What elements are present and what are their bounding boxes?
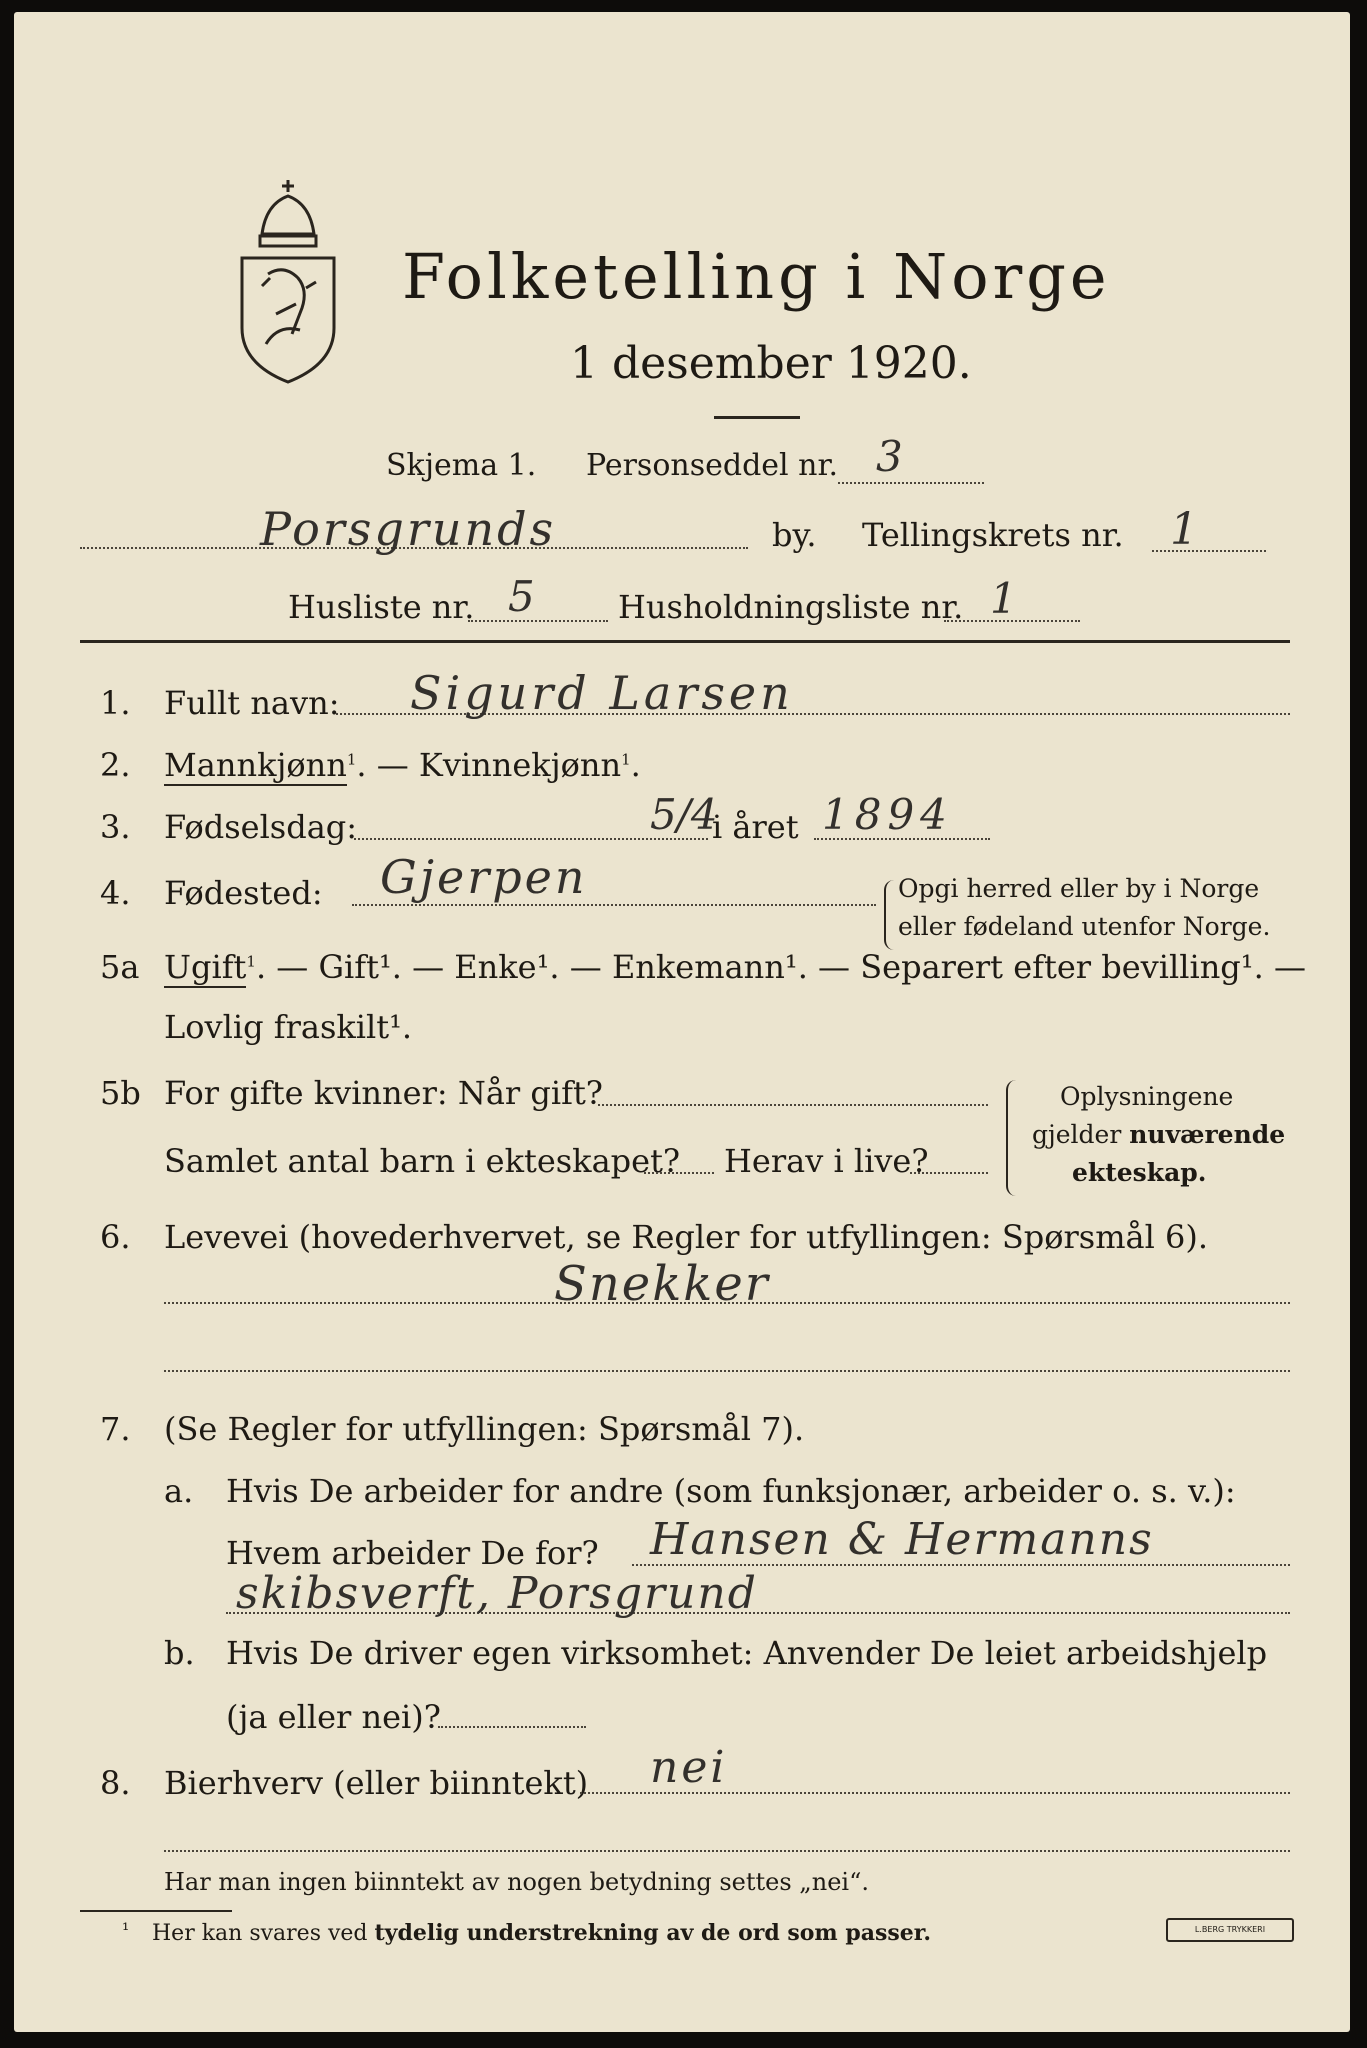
tellingskrets-number-field[interactable]: 1 — [1170, 504, 1198, 555]
footnote-divider — [80, 1910, 232, 1912]
birthplace-field[interactable]: Gjerpen — [380, 850, 588, 904]
full-name-field[interactable]: Sigurd Larsen — [410, 666, 794, 720]
marriage-note-line3: ekteskap. — [1072, 1158, 1207, 1187]
printer-stamp: L.BERG TRYKKERI — [1166, 1918, 1294, 1942]
birth-day-field[interactable]: 5/4 — [650, 790, 718, 839]
tellingskrets-label: Tellingskrets nr. — [862, 516, 1124, 554]
by-label: by. — [772, 516, 817, 554]
occupation-line2-field[interactable] — [164, 1370, 1290, 1372]
q7-number: 7. — [100, 1410, 131, 1448]
female-option[interactable]: Kvinnekjønn — [418, 746, 622, 784]
children-alive-field[interactable] — [910, 1172, 988, 1174]
marriage-note-line1: Oplysningene — [1060, 1082, 1234, 1111]
marital-status-options[interactable]: Ugift$^1$. — Gift¹. — Enke¹. — Enkemann¹. — Separert efter bevilling¹. — — [164, 948, 1306, 986]
married-when-field[interactable] — [598, 1104, 988, 1106]
q7b-question: (ja eller nei)? — [226, 1698, 441, 1736]
male-option[interactable]: Mannkjønn — [164, 746, 347, 784]
q8-number: 8. — [100, 1764, 131, 1802]
birth-year-field[interactable]: 1894 — [822, 790, 953, 839]
side-income-line2-field[interactable] — [164, 1850, 1290, 1852]
city-field[interactable]: Porsgrunds — [260, 502, 557, 556]
husholdning-number-field[interactable]: 1 — [990, 574, 1017, 623]
census-form-sheet — [14, 12, 1350, 2032]
q5b-married-label: For gifte kvinner: Når gift? — [164, 1074, 603, 1112]
q5b-children-label: Samlet antal barn i ekteskapet? — [164, 1142, 681, 1180]
skjema-label: Skjema 1. — [386, 448, 537, 483]
q5b-number: 5b — [100, 1074, 141, 1112]
footnote-marker: ¹ — [122, 1920, 130, 1941]
personseddel-label: Personseddel nr. — [586, 448, 839, 483]
husliste-label: Husliste nr. — [288, 588, 475, 626]
employer-field[interactable]: Hansen & Hermanns — [650, 1514, 1154, 1565]
q7a-label: Hvis De arbeider for andre (som funksjonær, arbeider o. s. v.): — [226, 1472, 1236, 1510]
employer-field-line2[interactable]: skibsverft, Porsgrund — [236, 1568, 758, 1619]
personseddel-number-field[interactable]: 3 — [876, 432, 903, 481]
children-count-field[interactable] — [644, 1172, 714, 1174]
q7a-employer-label: Hvem arbeider De for? — [226, 1534, 599, 1572]
birthplace-note-line1: Opgi herred eller by i Norge — [898, 874, 1260, 903]
q7b-label: Hvis De driver egen virksomhet: Anvender De leiet arbeidshjelp — [226, 1634, 1268, 1672]
header-divider — [80, 640, 1290, 643]
occupation-field[interactable]: Snekker — [554, 1256, 770, 1312]
q7a-number: a. — [164, 1472, 194, 1510]
census-date: 1 desember 1920. — [570, 338, 972, 389]
q5a-number: 5a — [100, 948, 140, 986]
footnote-text: Her kan svares ved tydelig understrekning av de ord som passer. — [152, 1920, 932, 1946]
q6-number: 6. — [100, 1218, 131, 1256]
q1-number: 1. — [100, 684, 131, 722]
husholdning-label: Husholdningsliste nr. — [618, 588, 964, 626]
marriage-note-line2: gjelder nuværende — [1032, 1120, 1286, 1149]
q1-label: Fullt navn: — [164, 684, 340, 722]
gender-options[interactable]: Mannkjønn$^1$. — Kvinnekjønn$^1$. — [164, 746, 641, 784]
q5b-alive-label: Herav i live? — [724, 1142, 929, 1180]
q3-number: 3. — [100, 808, 131, 846]
q2-number: 2. — [100, 746, 131, 784]
birthplace-note-line2: eller fødeland utenfor Norge. — [898, 912, 1271, 941]
q4-label: Fødested: — [164, 874, 323, 912]
side-income-note: Har man ingen biinntekt av nogen betydning settes „nei“. — [164, 1868, 869, 1896]
q6-label: Levevei (hovederhvervet, se Regler for utfyllingen: Spørsmål 6). — [164, 1218, 1209, 1256]
lovlig-fraskilt-option[interactable]: Lovlig fraskilt¹. — [164, 1008, 413, 1046]
form-title: Folketelling i Norge — [402, 240, 1111, 313]
ugift-option[interactable]: Ugift — [164, 948, 247, 986]
side-income-field[interactable]: nei — [650, 1742, 728, 1793]
q8-label: Bierhverv (eller biinntekt) — [164, 1764, 589, 1802]
hired-help-field[interactable] — [438, 1726, 586, 1728]
year-label: i året — [712, 808, 799, 846]
q7-label: (Se Regler for utfyllingen: Spørsmål 7). — [164, 1410, 805, 1448]
q3-label: Fødselsdag: — [164, 808, 358, 846]
husliste-number-field[interactable]: 5 — [508, 572, 535, 621]
q4-number: 4. — [100, 874, 131, 912]
q7b-number: b. — [164, 1634, 195, 1672]
coat-of-arms-icon — [232, 174, 344, 386]
title-divider — [714, 416, 800, 419]
